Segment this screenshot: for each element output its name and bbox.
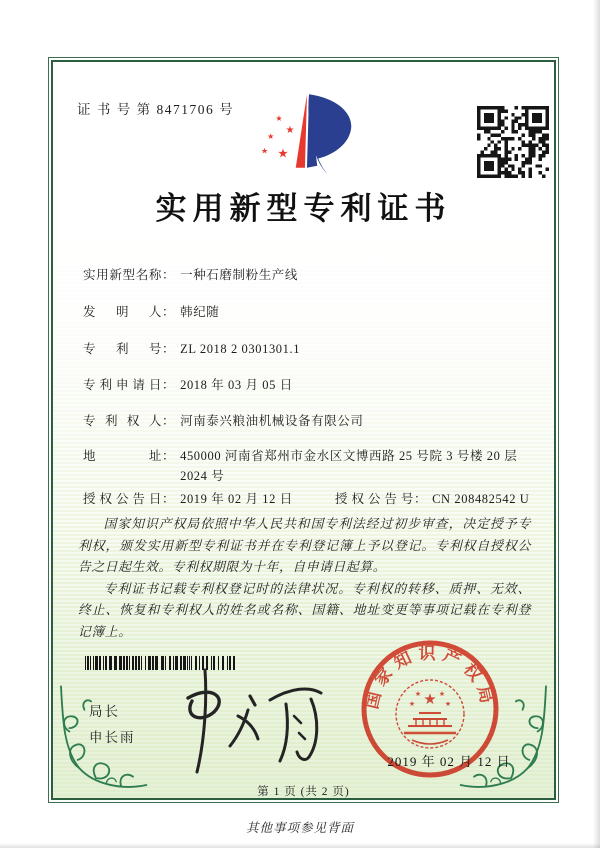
svg-text:★: ★ bbox=[414, 690, 422, 698]
svg-text:★: ★ bbox=[423, 692, 437, 708]
field-inventor: 发明人 ： 韩纪随 bbox=[83, 302, 532, 322]
certificate-number: 证 书 号 第 8471706 号 bbox=[77, 102, 235, 117]
field-grant-number: 授权公告号 ： CN 208482542 U bbox=[335, 489, 529, 509]
field-utility-model-name: 实用新型名称 ： 一种石磨制粉生产线 bbox=[83, 265, 532, 285]
director-signature bbox=[158, 654, 333, 779]
certificate-inner-frame bbox=[51, 60, 556, 800]
legal-paragraph-2: 专利证书记载专利权登记时的法律状况。专利权的转移、质押、无效、终止、恢复和专利权人的姓名或名称、国籍、地址变更等事项记载在专利登记簿上。 bbox=[78, 581, 531, 639]
field-label: 地址 bbox=[83, 449, 162, 463]
legal-paragraph-1: 国家知识产权局依照中华人民共和国专利法经过初步审查，决定授予专利权，颁发实用新型专利证书并在专利登记簿上予以登记。专利权自授权公告之日起生效。专利权期限为十年，自申请日起算。 bbox=[78, 517, 531, 574]
field-label: 实用新型名称 bbox=[83, 268, 162, 282]
field-value: CN 208482542 U bbox=[432, 492, 530, 506]
field-value: 2019 年 02 月 12 日 bbox=[180, 492, 293, 506]
field-label: 授权公告号 bbox=[335, 492, 414, 506]
corner-ornament-icon bbox=[56, 683, 148, 795]
field-label: 发明人 bbox=[83, 305, 162, 319]
corner-ornament-icon bbox=[459, 683, 551, 795]
back-note: 其他事项参见背面 bbox=[245, 821, 354, 835]
seal-text: 国家知识产权局 bbox=[362, 644, 498, 711]
field-label: 专利号 bbox=[83, 342, 162, 356]
svg-text:★: ★ bbox=[408, 700, 416, 708]
field-address: 地址 ： 450000 河南省郑州市金水区文博西路 25 号院 3 号楼 20 层 2024 号 bbox=[83, 446, 532, 486]
national-emblem-icon bbox=[396, 680, 464, 748]
field-filing-date: 专利申请日 ： 2018 年 03 月 05 日 bbox=[83, 375, 532, 395]
logo-star-icon: ★ bbox=[285, 125, 295, 137]
logo-star-icon: ★ bbox=[275, 113, 283, 123]
field-patent-number: 专利号 ： ZL 2018 2 0301301.1 bbox=[83, 339, 532, 359]
logo-star-icon: ★ bbox=[277, 146, 289, 161]
field-value: 450000 河南省郑州市金水区文博西路 25 号院 3 号楼 20 层 2024 号 bbox=[180, 449, 518, 483]
certificate-border-frame bbox=[48, 57, 559, 803]
field-value: 一种石磨制粉生产线 bbox=[180, 268, 299, 282]
cnipa-logo-icon bbox=[259, 90, 357, 174]
field-value: ZL 2018 2 0301301.1 bbox=[180, 342, 301, 356]
page-number: 第 1 页 (共 2 页) bbox=[257, 786, 350, 798]
certificate-title: 实用新型专利证书 bbox=[155, 191, 452, 226]
field-value: 河南泰兴粮油机械设备有限公司 bbox=[180, 414, 364, 428]
logo-red-wedge bbox=[296, 94, 307, 167]
field-value: 韩纪随 bbox=[180, 305, 220, 319]
field-grant-row bbox=[83, 489, 532, 509]
logo-star-icon: ★ bbox=[261, 146, 269, 156]
field-label: 授权公告日 bbox=[83, 492, 162, 506]
commissioner-title: 局长 bbox=[89, 704, 120, 719]
field-label: 专利权人 bbox=[83, 414, 162, 428]
commissioner-name: 申长雨 bbox=[89, 730, 136, 745]
logo-star-icon: ★ bbox=[267, 132, 275, 142]
field-patentee: 专利权人 ： 河南泰兴粮油机械设备有限公司 bbox=[83, 411, 532, 431]
field-value: 2018 年 03 月 05 日 bbox=[180, 378, 293, 392]
qr-code bbox=[477, 106, 549, 178]
legal-text bbox=[78, 514, 531, 643]
seal-date: 2019 年 02 月 12 日 bbox=[387, 754, 511, 769]
svg-text:★: ★ bbox=[438, 690, 446, 698]
field-grant-date: 授权公告日 ： 2019 年 02 月 12 日 bbox=[83, 489, 335, 509]
svg-text:★: ★ bbox=[444, 700, 452, 708]
field-label: 专利申请日 bbox=[83, 378, 162, 392]
